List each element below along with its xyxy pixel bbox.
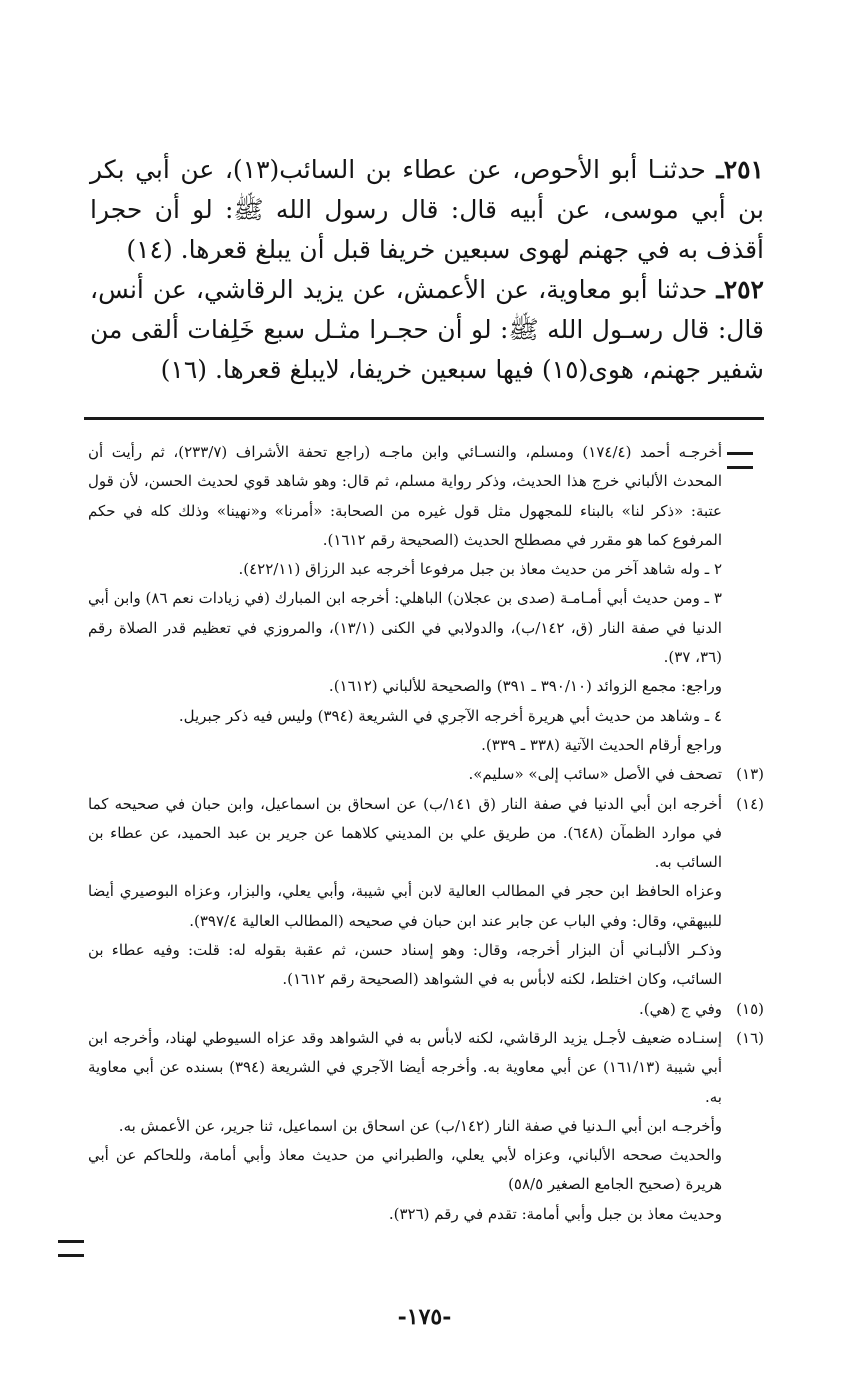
- continued-note: ٣ ـ ومن حديث أبي أمـامـة (صدى بن عجلان) الباهلي: أخرجه ابن المبارك (في زيادات نعم ٨٦) وابن أبي الدنيا في صفة النار (ق، ١٤٢/ب)، والدولابي في الكنى (١٣/١)، والمروزي في تعظيم قدر الصلاة رقم (٣٦، ٣٧).: [88, 589, 722, 667]
- footnote-paragraph: وحديث معاذ بن جبل وأبي أمامة: تقدم في رقم (٣٢٦).: [388, 1204, 722, 1223]
- page-number: -١٧٥-: [397, 1304, 452, 1330]
- footnote-15: [88, 995, 764, 1024]
- footnote-number: (١٥): [736, 999, 764, 1018]
- hadith-text: حدثنـا أبو الأحوص، عن عطاء بن السائب(١٣)، عن أبي بكر بن أبي موسى، عن أبيه قال: قال رسول الله ﷺ: لو أن حجرا أقذف به في جهنم لهوى سبعين خريفا قبل أن يبلغ قعرها. (١٤): [90, 155, 764, 264]
- hadith-text: حدثنا أبو معاوية، عن الأعمش، عن يزيد الرقاشي، عن أنس، قال: قال رسـول الله ﷺ: لو أن حجـرا مثـل سبع خَلِفات ألقى من شفير جهنم، هوى(١٥) فيها سبعين خريفا، لايبلغ قعرها. (١٦): [90, 275, 764, 384]
- footnote-number: (١٤): [736, 794, 764, 813]
- main-text: [90, 150, 764, 390]
- continued-note: ٢ ـ وله شاهد آخر من حديث معاذ بن جبل مرفوعا أخرجه عبد الرزاق (٤٢٢/١١).: [238, 560, 722, 579]
- footnote-16: [88, 1024, 764, 1229]
- footnote-separator: [84, 417, 764, 420]
- footnote-13: [88, 760, 764, 789]
- footnote-number: (١٦): [736, 1028, 764, 1047]
- footnote-body: [88, 790, 722, 995]
- footnote-number: (١٣): [736, 765, 764, 784]
- continued-note: وراجع: مجمع الزوائد (٣٩٠/١٠ ـ ٣٩١) والصحيحة للألباني (١٦١٢).: [328, 677, 722, 696]
- footnote-body: [88, 995, 722, 1024]
- footnote-body: [88, 1024, 722, 1229]
- footnote-paragraph: وأخرجـه ابن أبي الـدنيا في صفة النار (١٤٢/ب) عن اسحاق بن اسماعيل، ثنا جرير، عن الأعمش به.: [118, 1116, 722, 1135]
- footnote-14: [88, 790, 764, 995]
- footnote-paragraph: وعزاه الحافظ ابن حجر في المطالب العالية لابن أبي شيبة، وأبي يعلي، والبزار، وعزاه البوصيري أيضا للبيهقي، وقال: وفي الباب عن جابر عند ابن حبان في صحيحه (المطالب العالية ٣٩٧/٤).: [88, 882, 722, 930]
- footnotes: [88, 438, 764, 1229]
- footnote-paragraph: تصحف في الأصل «سائب إلى» «سليم».: [468, 765, 722, 784]
- footnote-paragraph: إسنـاده ضعيف لأجـل يزيد الرقاشي، لكنه لابأس به في الشواهد وقد عزاه السيوطي لهناد، وأخرجه ابن أبي شيبة (١٦١/١٣) عن أبي معاوية به. وأخرجه أيضا الآجري في الشريعة (٣٩٤) بسنده عن أبي معاوية به.: [88, 1028, 722, 1106]
- hadith-number: ٢٥٢ـ: [716, 275, 764, 304]
- hadith-252: [90, 270, 764, 390]
- footnote-paragraph: والحديث صححه الألباني، وعزاه لأبي يعلي، والطبراني من حديث معاذ وأبي أمامة، وللحاكم عن أبي هريرة (صحيح الجامع الصغير ٥٨/٥): [88, 1146, 722, 1194]
- footnote-body: [88, 760, 722, 789]
- continued-note: وراجع أرقام الحديث الآتية (٣٣٨ ـ ٣٣٩).: [481, 735, 722, 754]
- continued-note: ٤ ـ وشاهد من حديث أبي هريرة أخرجه الآجري في الشريعة (٣٩٤) وليس فيه ذكر جبريل.: [178, 706, 722, 725]
- continuation-mark: [58, 1240, 84, 1257]
- footnote-paragraph: أخرجه ابن أبي الدنيا في صفة النار (ق ١٤١/ب) عن اسحاق بن اسماعيل، وابن حبان في صحيحه كما في موارد الظمآن (٦٤٨). من طريق علي بن المديني كلاهما عن جرير بن عبد الحميد، عن عطاء بن السائب به.: [88, 794, 722, 872]
- footnote-paragraph: وذكـر الألبـاني أن البزار أخرجه، وقال: وهو إسناد حسن، ثم عقبة بقوله له: قلت: وفيه عطاء بن السائب، وكان اختلط، لكنه لابأس به في الشواهد (الصحيحة رقم ١٦١٢).: [88, 941, 722, 989]
- hadith-number: ٢٥١ـ: [716, 155, 764, 184]
- hadith-251: [90, 150, 764, 270]
- continued-note: أخرجـه أحمد (١٧٤/٤) ومسلم، والنسـائي وابن ماجـه (راجع تحفة الأشراف (٢٣٣/٧)، ثم رأيت أن المحدث الألباني خرج هذا الحديث، وذكر رواية مسلم، ثم قال: وهو شاهد قوي لحديث الحسن، لأن قول عتبة: «ذكر لنا» بالبناء للمجهول مثل قول غيره من الصحابة: «أمرنا» و«نهينا» وذلك كله في حكم المرفوع كما هو مقرر في مصطلح الحديث (الصحيحة رقم ١٦١٢).: [88, 443, 722, 549]
- footnote-paragraph: وفي ج (هي).: [638, 999, 722, 1018]
